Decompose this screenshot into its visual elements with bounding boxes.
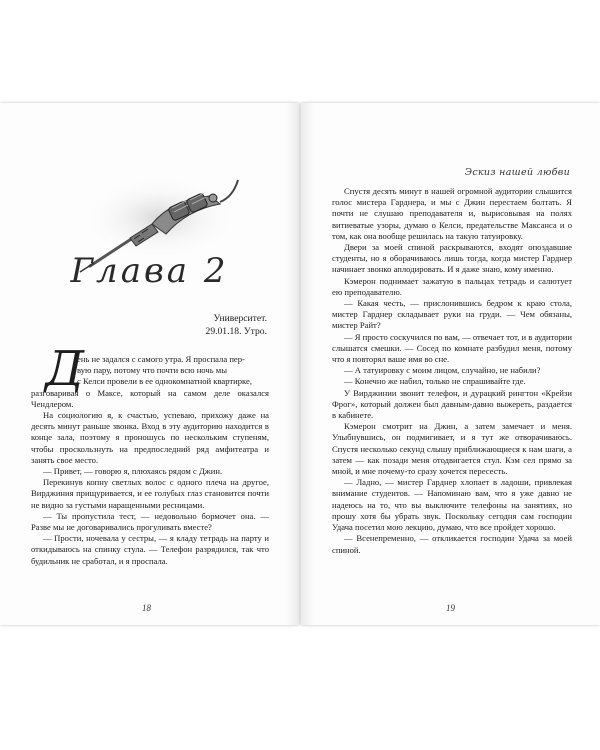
paragraph: — Ладно, — мистер Гарднер хлопает в ладоши, привлекая внимание студентов. — Напоминаю вам, что я уже давно не надеюсь на то, что вы выключите телефоны на занятиях, но прошу хотя бы убрать звук. Поскольку сегодня сам господин Удача посетил мою лекцию, думаю, что все пройдет хорошо. <box>332 477 572 533</box>
opening-line: ень не задался с самого утра. Я проспала пер- <box>77 354 245 364</box>
opening-line: с Келси провели в ее однокомнатной квартирке, <box>77 376 252 387</box>
paragraph: На социологию я, к счастью, успеваю, прихожу даже на десять минут раньше звонка. Вход в эту аудиторию находится в конце зала, поэтому я проношусь по нескольким ступеням, чтобы проскользнуть на предпоследний ряд амфитеатра и занять свое место. <box>31 410 269 465</box>
right-page <box>301 103 600 625</box>
running-head: Эскиз нашей любви <box>464 167 570 178</box>
paragraph: Кэмерон смотрит на Джин, а затем замечает и меня. Улыбнувшись, он подмигивает, и я тут же отворачиваюсь. Спустя несколько секунд слышу приближающиеся к нам шаги, а затем — как позади меня отодвигается стул. Кэм сел прямо за мной, и мне почему-то сразу хочется пересесть. <box>332 421 572 477</box>
opening-paragraph <box>31 341 269 410</box>
gutter-shadow <box>301 103 315 625</box>
opening-line: вую пару, потому что почти всю ночь мы <box>77 365 227 376</box>
paragraph: — Я просто соскучился по вам, — отвечает тот, и в аудитории слышатся смешки. — Сосед по комнате разбудил меня, потому что я повторял ваше имя во сне. <box>332 331 572 365</box>
paragraph: — Всенепременно, — откликается господин Удача за моей спиной. <box>332 533 572 555</box>
opening-line: разговаривая о Максе, который на самом деле оказался Чендлером. <box>31 387 269 409</box>
left-page <box>0 103 299 625</box>
book-spread <box>0 103 600 625</box>
scene-header <box>206 312 267 338</box>
page-number: 19 <box>446 603 455 613</box>
right-page-text <box>332 186 572 556</box>
paragraph: Двери за моей спиной раскрываются, входят опоздавшие студенты, но я оборачиваюсь лишь тогда, когда мистер Гарднер начинает звонко аплодировать. И я даже знаю, кому именно. <box>332 242 572 275</box>
paragraph: — Какая честь, — прислонившись бедром к краю стола, мистер Гарднер складывает руки на груди. — Чем обязаны, мистер Райт? <box>332 298 572 331</box>
left-page-text <box>31 341 269 567</box>
chapter-title: Глава 2 <box>70 251 229 291</box>
paragraph: У Вирджинии звонит телефон, и дурацкий рингтон «Крейзи Фрог», который должен был давным-давно выжереть, раздается в кабинете. <box>332 387 572 421</box>
gutter-shadow <box>285 103 299 625</box>
paragraph: — Привет, — говорю я, плюхаясь рядом с Джин. <box>43 466 223 477</box>
paragraph: — Прости, ночевала у сестры, — я кладу тетрадь на парту и откидываюсь на спинку стула. — Телефон разрядился, так что будильник не сработал, и я проспала. <box>31 533 269 566</box>
paragraph: — Конечно же набил, только не спрашивайте где. <box>344 376 526 387</box>
scene-location: Университет. <box>213 313 267 324</box>
paragraph: Кэмерон поднимает зажатую в пальцах тетрадь и салютует ею преподавателю. <box>332 275 572 297</box>
page-number: 18 <box>142 603 151 613</box>
paragraph: — А татуировку с моим лицом, случайно, не набили? <box>344 365 541 376</box>
paragraph: — Ты пропустила тест, — недовольно бормочет она. — Разве мы не договаривались прогуливать вместе? <box>31 510 269 533</box>
scene-date-time: 29.01.18. Утро. <box>205 326 267 337</box>
paragraph: Перекинув копну светлых волос с одного плеча на другое, Вирджиния прищуривается, и ее голубых глаз становится почти не видно за густыми наращенными ресницами. <box>31 477 269 510</box>
drop-cap: Д <box>45 341 85 397</box>
paragraph: Спустя десять минут в нашей огромной аудитории слышится голос мистера Гарднера, и мы с Джин перестаем болтать. Я почти не слушаю преподавателя и, вырисовывая на полях витиеватые узоры, думаю о Келси, предательстве Максанса и о том, как она вообще решилась на такую татуировку. <box>332 186 572 241</box>
